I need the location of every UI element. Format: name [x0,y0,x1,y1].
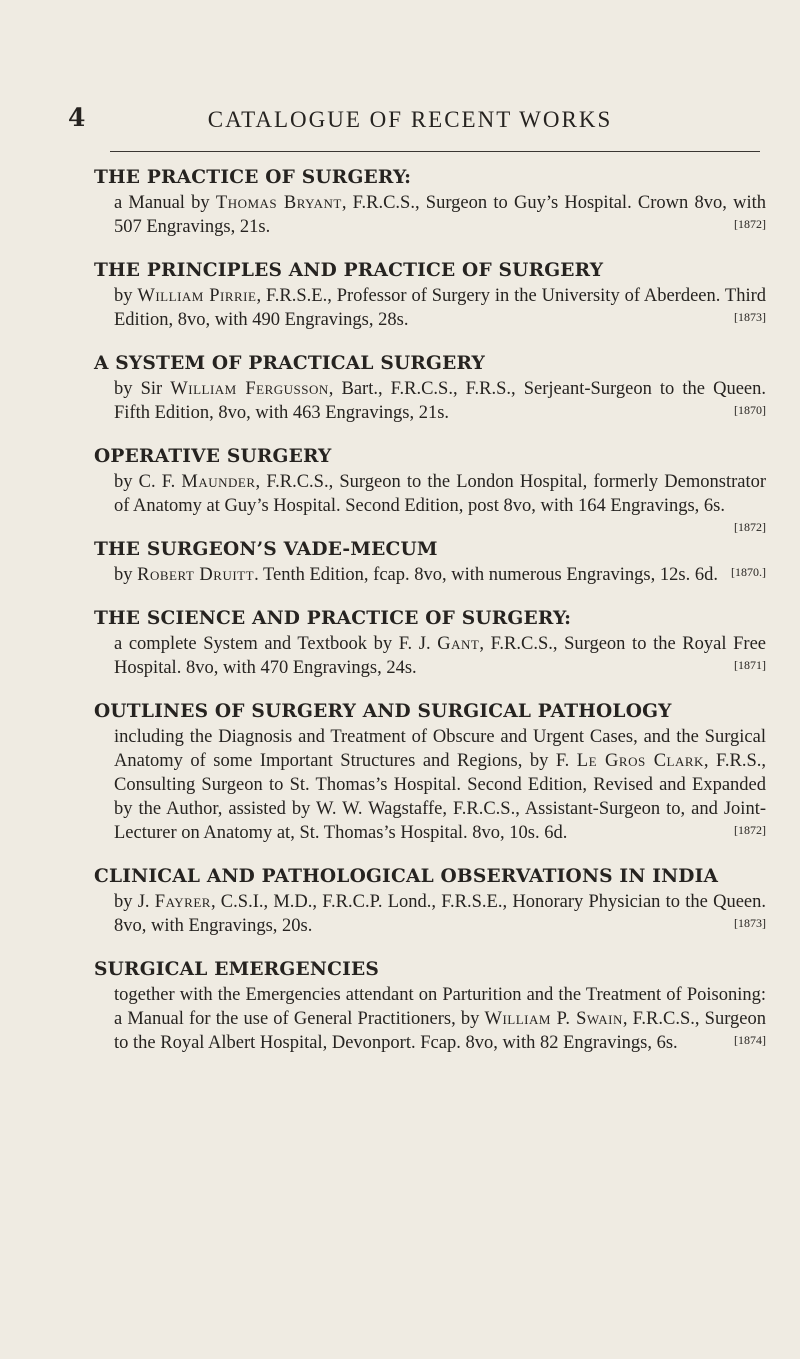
catalogue-entry [94,606,766,680]
entry-text: , F.R.S., Consulting Surgeon to St. Thomas’s Hospital. Second Edition, Revised and Expanded by the Author, assisted by W. W. Wagstaffe, F.R.C.S., Assistant-Surgeon to, and Joint-Lecturer on Anatomy at, St. Thomas’s Hospital. 8vo, 10s. 6d. [114,751,766,843]
entry-description [114,191,766,239]
entry-title: THE SCIENCE AND PRACTICE OF SURGERY: [94,608,572,629]
entry-text: a complete System and Textbook by F. J. [114,634,438,654]
entry-title: OUTLINES OF SURGERY AND SURGICAL PATHOLOGY [94,701,672,722]
entry-title: CLINICAL AND PATHOLOGICAL OBSERVATIONS IN INDIA [94,866,719,887]
entry-author: Robert Druitt [137,565,255,585]
entry-description [114,377,766,425]
entry-text: including the Diagnosis and Treatment of Obscure and Urgent Cases, and the Surgical Anatomy of some Important Structures and Regions, by F. [114,727,766,771]
entry-text: by Sir [114,379,171,399]
catalogue-entry [94,258,766,332]
entry-year: [1872] [734,823,766,837]
entry-author: Fayrer [154,892,211,912]
entry-author: William P. Swain [484,1009,623,1029]
entry-year: [1870] [734,403,766,417]
entry-text: , F.R.C.S., Surgeon to the Royal Albert Hospital, Devonport. Fcap. 8vo, with 82 Engravings, 6s. [114,1009,766,1053]
entry-year: [1874] [734,1033,766,1047]
entry-year: [1872] [734,217,766,231]
catalogue-entry [94,537,766,587]
entry-description [114,284,766,332]
entry-text: by J. [114,892,155,912]
catalogue-entry [94,864,766,938]
entry-year: [1873] [734,310,766,324]
entry-title: A SYSTEM OF PRACTICAL SURGERY [94,353,486,374]
entry-author: William Fergusson [170,379,329,399]
entry-author: Gant [437,634,480,654]
entry-text: , F.R.C.S., Surgeon to the London Hospital, formerly Demonstrator of Anatomy at Guy’s Hospital. Second Edition, post 8vo, with 164 Engravings, 6s. [114,472,767,516]
catalogue-entry [94,444,767,534]
entry-text: by C. F. [114,472,182,492]
entry-author: Le Gros Clark [576,751,704,771]
entry-author: William Pirrie [137,286,257,306]
entry-text: by [114,565,138,585]
entry-description [114,563,766,587]
entry-author: Maunder [181,472,256,492]
entry-title: THE PRINCIPLES AND PRACTICE OF SURGERY [94,260,604,281]
running-title: CATALOGUE OF RECENT WORKS [207,107,613,132]
entry-year: [1870.] [731,565,766,579]
entry-year: [1871] [734,658,766,672]
header-rule [110,151,760,152]
entry-description [114,632,766,680]
entry-year: [1873] [734,916,766,930]
entry-text: , F.R.S.E., Professor of Surgery in the University of Aberdeen. Third Edition, 8vo, with 490 Engravings, 28s. [114,286,767,330]
entry-text: by [114,286,138,306]
catalogue-entry [94,699,766,845]
entry-title: OPERATIVE SURGERY [94,446,332,467]
entry-description [114,725,766,845]
entry-year: [1872] [734,520,766,534]
entry-text: , F.R.C.S., Surgeon to Guy’s Hospital. Crown 8vo, with 507 Engravings, 21s. [114,193,766,237]
entry-title: THE SURGEON’S VADE-MECUM [94,539,438,560]
catalogue-entries [94,165,766,1074]
entry-description [114,890,766,938]
entry-text: , C.S.I., M.D., F.R.C.P. Lond., F.R.S.E., Honorary Physician to the Queen. 8vo, with Engravings, 20s. [114,892,766,936]
catalogue-entry [94,351,766,425]
entry-title: THE PRACTICE OF SURGERY: [94,167,412,188]
entry-text: a Manual by [114,193,216,213]
page-header [0,103,800,143]
entry-title: SURGICAL EMERGENCIES [94,959,379,980]
entry-text: . Tenth Edition, fcap. 8vo, with numerous Engravings, 12s. 6d. [254,565,718,585]
entry-text: together with the Emergencies attendant on Parturition and the Treatment of Poisoning: a Manual for the use of General Practitioners, by [114,985,766,1029]
catalogue-entry [94,957,766,1055]
entry-description [114,983,766,1055]
entry-description [114,470,767,534]
catalogue-entry [94,165,766,239]
entry-text: , Bart., F.R.C.S., F.R.S., Serjeant-Surgeon to the Queen. Fifth Edition, 8vo, with 463 Engravings, 21s. [114,379,767,423]
entry-text: , F.R.C.S., Surgeon to the Royal Free Hospital. 8vo, with 470 Engravings, 24s. [114,634,766,678]
page-number: 4 [68,103,86,132]
entry-author: Thomas Bryant [215,193,342,213]
